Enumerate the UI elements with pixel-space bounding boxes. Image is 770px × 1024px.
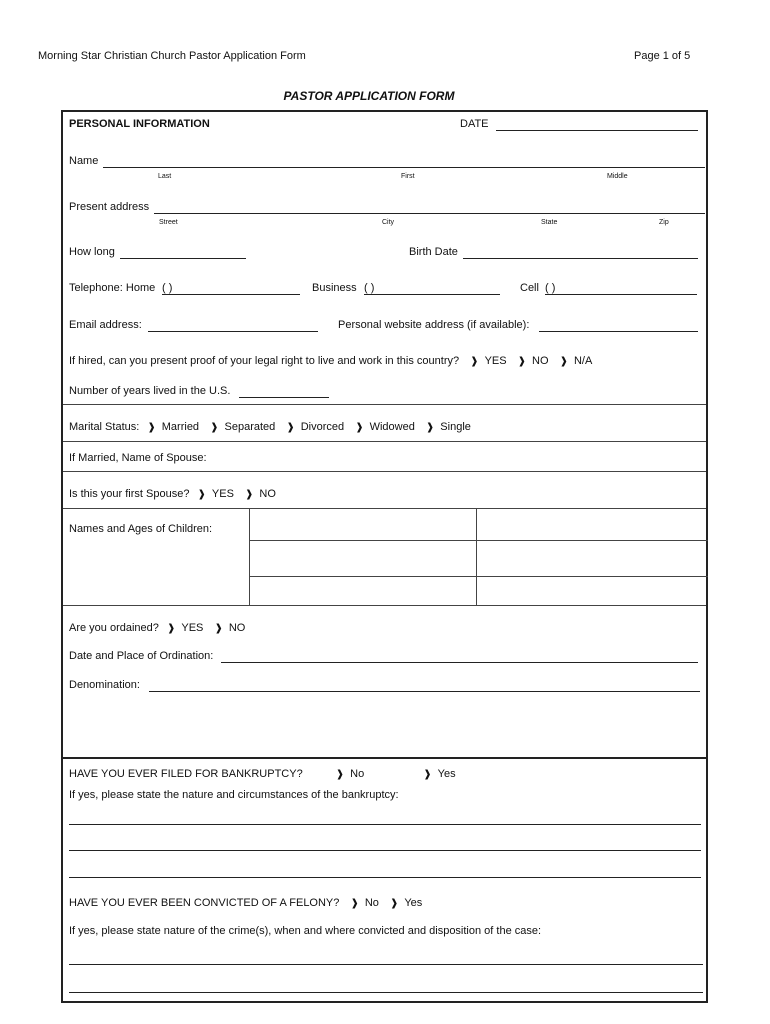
felony-no-label: No <box>364 897 379 909</box>
ordained-row <box>69 622 245 634</box>
home-area-code: ( ) <box>162 282 173 294</box>
legal-right-question-text: If hired, can you present proof of your legal right to live and work in this country? <box>69 355 460 367</box>
na-checkbox[interactable]: ❱ <box>559 356 568 367</box>
address-field[interactable] <box>154 213 705 214</box>
address-sub-street: Street <box>159 219 178 226</box>
ordained-yes-label: YES <box>181 622 204 634</box>
ordained-yes-checkbox[interactable]: ❱ <box>166 623 176 634</box>
date-field[interactable] <box>496 130 698 131</box>
personal-info-heading: PERSONAL INFORMATION <box>69 118 210 130</box>
legal-right-question <box>69 355 592 367</box>
denomination-label: Denomination: <box>69 679 140 691</box>
ordination-date-place-field[interactable] <box>221 662 698 663</box>
felony-question: HAVE YOU EVER BEEN CONVICTED OF A FELONY? <box>69 897 340 909</box>
section-divider <box>63 757 706 759</box>
address-sub-state: State <box>541 219 558 226</box>
felony-details-label: If yes, please state nature of the crime(s), when and where convicted and disposition of the case: <box>69 925 542 937</box>
divorced-label: Divorced <box>300 421 345 433</box>
address-sub-city: City <box>382 219 395 226</box>
cell-phone-label: Cell <box>520 282 539 294</box>
website-label: Personal website address (if available): <box>338 319 530 331</box>
bankruptcy-details-line-3[interactable] <box>69 877 701 878</box>
married-checkbox[interactable]: ❱ <box>147 422 156 433</box>
marital-status-label: Marital Status: <box>69 421 140 433</box>
telephone-home-label: Telephone: Home <box>69 282 156 294</box>
name-sub-last: Last <box>158 173 172 180</box>
married-label: Married <box>161 421 200 433</box>
first-spouse-row <box>69 488 276 500</box>
ordained-no-checkbox[interactable]: ❱ <box>214 623 223 634</box>
yes-checkbox[interactable]: ❱ <box>470 356 479 367</box>
how-long-field[interactable] <box>120 258 246 259</box>
single-label: Single <box>440 421 471 433</box>
bankruptcy-details-line-2[interactable] <box>69 850 701 851</box>
widowed-label: Widowed <box>369 421 415 433</box>
first-spouse-no-label: NO <box>259 488 276 500</box>
email-label: Email address: <box>69 319 142 331</box>
first-spouse-yes-checkbox[interactable]: ❱ <box>197 489 206 500</box>
divider <box>63 508 706 509</box>
felony-details-line-2[interactable] <box>69 992 703 993</box>
no-checkbox[interactable]: ❱ <box>517 356 527 367</box>
name-field[interactable] <box>103 167 705 168</box>
divider <box>63 605 706 606</box>
cell-phone-field[interactable] <box>545 294 697 295</box>
children-row-divider <box>249 576 708 577</box>
page-number: Page 1 of 5 <box>634 50 691 62</box>
ordained-label: Are you ordained? <box>69 622 159 634</box>
bankruptcy-row <box>69 768 456 780</box>
years-us-field[interactable] <box>239 397 329 398</box>
date-label: DATE <box>460 118 489 130</box>
bankruptcy-no-checkbox[interactable]: ❱ <box>335 769 345 780</box>
legal-na-label: N/A <box>573 355 593 367</box>
bankruptcy-details-label: If yes, please state the nature and circumstances of the bankruptcy: <box>69 789 399 801</box>
bankruptcy-question: HAVE YOU EVER FILED FOR BANKRUPTCY? <box>69 768 303 780</box>
spouse-name-label: If Married, Name of Spouse: <box>69 452 207 464</box>
cell-area-code: ( ) <box>545 282 556 294</box>
address-sub-zip: Zip <box>659 219 669 226</box>
widowed-checkbox[interactable]: ❱ <box>355 422 364 433</box>
denomination-field[interactable] <box>149 691 700 692</box>
divider <box>63 404 706 405</box>
felony-row <box>69 897 422 909</box>
children-label: Names and Ages of Children: <box>69 523 213 535</box>
felony-yes-checkbox[interactable]: ❱ <box>389 898 399 909</box>
how-long-label: How long <box>69 246 115 258</box>
divorced-checkbox[interactable]: ❱ <box>286 422 295 433</box>
application-form <box>61 110 708 1003</box>
business-phone-field[interactable] <box>364 294 500 295</box>
bankruptcy-no-label: No <box>350 768 365 780</box>
first-spouse-yes-label: YES <box>211 488 234 500</box>
ordained-no-label: NO <box>228 622 246 634</box>
children-table-border <box>476 508 477 605</box>
first-spouse-no-checkbox[interactable]: ❱ <box>244 489 254 500</box>
email-field[interactable] <box>148 331 318 332</box>
bankruptcy-yes-checkbox[interactable]: ❱ <box>423 769 432 780</box>
address-label: Present address <box>69 201 150 213</box>
business-phone-label: Business <box>312 282 357 294</box>
single-checkbox[interactable]: ❱ <box>425 422 435 433</box>
divider <box>63 441 706 442</box>
name-sub-middle: Middle <box>607 173 628 180</box>
document-header-title: Morning Star Christian Church Pastor Application Form <box>38 50 306 62</box>
birth-date-label: Birth Date <box>409 246 458 258</box>
children-table-border <box>249 508 250 605</box>
bankruptcy-details-line-1[interactable] <box>69 824 701 825</box>
name-label: Name <box>69 155 99 167</box>
felony-no-checkbox[interactable]: ❱ <box>350 898 359 909</box>
legal-no-label: NO <box>532 355 549 367</box>
name-sub-first: First <box>401 173 415 180</box>
business-area-code: ( ) <box>364 282 375 294</box>
children-row-divider <box>249 540 708 541</box>
home-phone-field[interactable] <box>162 294 300 295</box>
separated-label: Separated <box>224 421 276 433</box>
years-us-label: Number of years lived in the U.S. <box>69 385 231 397</box>
bankruptcy-yes-label: Yes <box>437 768 456 780</box>
first-spouse-label: Is this your first Spouse? <box>69 488 190 500</box>
form-title: PASTOR APPLICATION FORM <box>283 89 455 103</box>
separated-checkbox[interactable]: ❱ <box>210 422 219 433</box>
felony-details-line-1[interactable] <box>69 964 703 965</box>
divider <box>63 471 706 472</box>
birth-date-field[interactable] <box>463 258 698 259</box>
ordination-date-place-label: Date and Place of Ordination: <box>69 650 214 662</box>
website-field[interactable] <box>539 331 698 332</box>
felony-yes-label: Yes <box>404 897 423 909</box>
marital-status-row <box>69 421 471 433</box>
legal-yes-label: YES <box>484 355 507 367</box>
